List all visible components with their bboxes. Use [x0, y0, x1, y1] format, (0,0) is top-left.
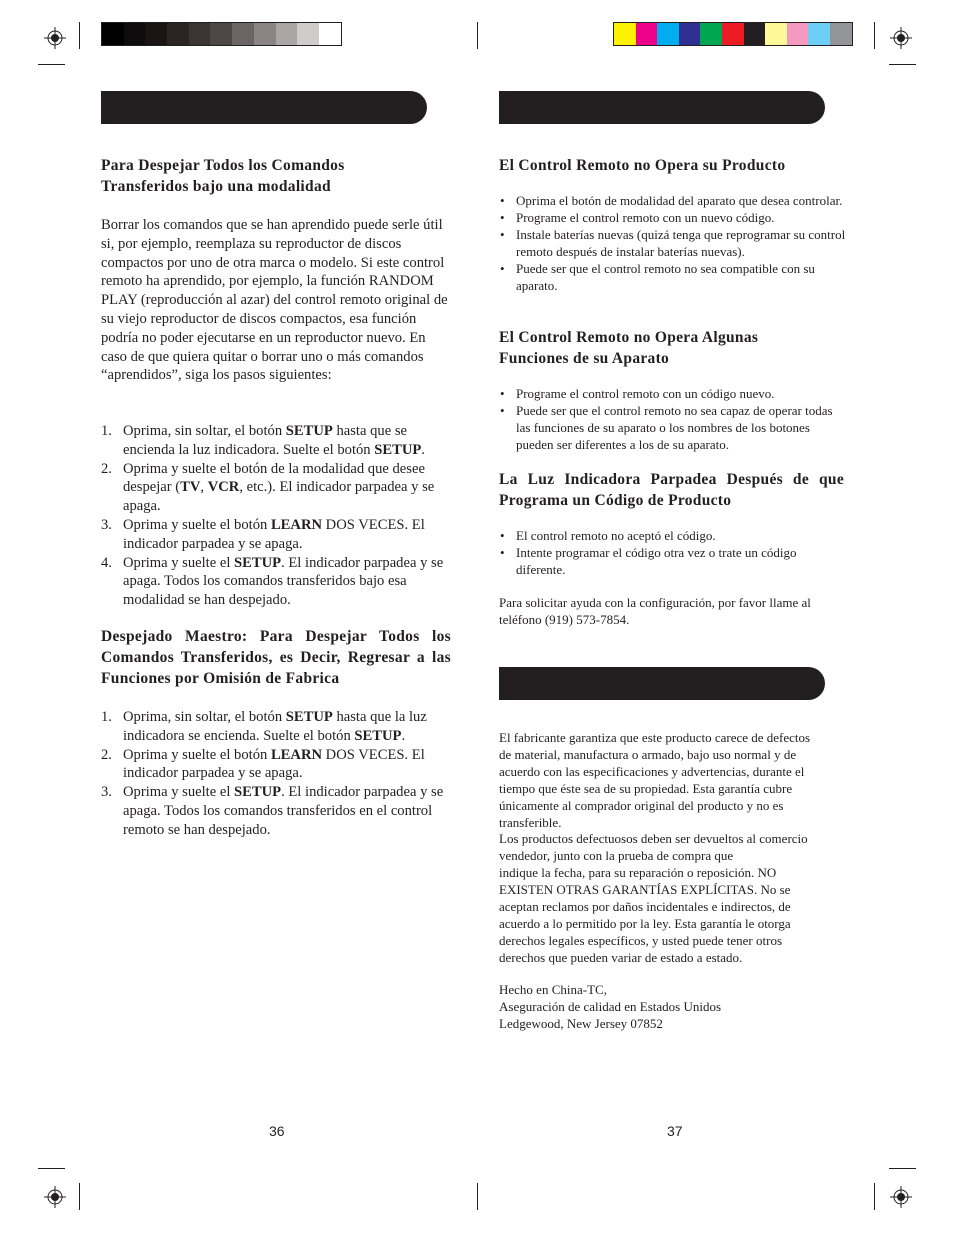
crop-mark — [874, 22, 875, 49]
color-swatch — [319, 23, 341, 45]
page-number-left: 36 — [269, 1123, 285, 1139]
warranty-line: derechos legales específicos, y usted puede tener otros — [499, 932, 783, 948]
crop-mark — [889, 1168, 916, 1169]
address-line: Ledgewood, New Jersey 07852 — [499, 1015, 663, 1031]
step-number: 2. — [101, 746, 112, 763]
step-number: 1. — [101, 423, 112, 439]
color-swatch — [167, 23, 189, 45]
button-name: SETUP — [234, 554, 282, 571]
registration-target-icon — [890, 1186, 912, 1208]
step-number: 2. — [101, 460, 112, 477]
warranty-line: tiempo que éste sea de su propiedad. Esta garantía cubre — [499, 780, 793, 796]
list-item: • Oprima el botón de modalidad del aparato que desea controlar. — [500, 193, 843, 208]
step-item — [101, 554, 453, 610]
color-swatch — [210, 23, 232, 45]
list-item: • El control remoto no aceptó el código. — [500, 528, 716, 543]
step-text: , — [200, 479, 208, 496]
button-name: VCR — [207, 479, 240, 496]
trouble-heading-indicator-blinks: La Luz Indicadora Parpadea Después de que Programa un Código de Producto — [499, 471, 844, 509]
list-item: • Puede ser que el control remoto no sea capaz de operar todas las funciones de su aparato o los nombres de los botones pueden ser diferentes a los de su aparato. — [500, 402, 833, 452]
color-swatch — [614, 23, 636, 45]
button-name: TV — [180, 479, 201, 496]
color-swatch — [787, 23, 809, 45]
button-name: LEARN — [270, 746, 323, 763]
master-clear-steps — [101, 708, 453, 840]
warranty-line: indique la fecha, para su reparación o reposición. NO — [499, 865, 777, 881]
section-heading-clear-mode: Para Despejar Todos los Comandos Transferidos bajo una modalidad — [101, 157, 345, 195]
step-number: 3. — [101, 516, 112, 533]
left-page-header-bar — [101, 91, 427, 124]
step-number: 1. — [101, 709, 112, 725]
trouble-list-no-operation — [499, 193, 847, 294]
color-swatch — [636, 23, 658, 45]
crop-mark — [79, 1183, 80, 1210]
registration-target-icon — [44, 1186, 66, 1208]
list-item: • Programe el control remoto con un código nuevo. — [500, 386, 775, 401]
step-text: hasta que la luz indicadora se encienda. Suelte el botón — [123, 709, 427, 744]
registration-target-icon — [890, 27, 912, 49]
button-name: LEARN — [270, 516, 323, 533]
color-swatch — [679, 23, 701, 45]
warranty-line: transferible. — [499, 814, 562, 830]
clear-mode-intro: Borrar los comandos que se han aprendido puede serle útil si, por ejemplo, reemplaza su reproductor de discos compactos por uno de otra marca o modelo. Si este control remoto ha aprendido, por ejemplo, la función RANDOM PLAY (reproducción al azar) del control remoto original de su viejo reproductor de discos compactos, esa función podría no poder ejecutarse en un reproductor nuevo. En caso de que quiera quitar o borrar uno o más comandos “aprendidos”, siga los pasos siguientes: — [101, 217, 448, 384]
warranty-header-bar — [499, 667, 825, 700]
registration-target-icon — [44, 27, 66, 49]
step-text: Oprima y suelte el botón — [123, 516, 271, 533]
color-swatch — [830, 23, 852, 45]
page-number-right: 37 — [667, 1123, 683, 1139]
color-swatch — [189, 23, 211, 45]
warranty-footer — [499, 982, 849, 1033]
step-item — [101, 460, 453, 516]
color-swatch — [102, 23, 124, 45]
trouble-list-indicator-blinks — [499, 528, 847, 579]
warranty-line: EXISTEN OTRAS GARANTÍAS EXPLÍCITAS. No se — [499, 882, 791, 898]
step-text: Oprima y suelte el botón — [123, 746, 271, 763]
step-text: DOS VECES. El indicador parpadea y se apaga. — [123, 516, 425, 552]
step-text: . — [401, 727, 406, 744]
color-swatch — [254, 23, 276, 45]
step-text: . — [421, 441, 425, 458]
button-name: SETUP — [285, 709, 333, 725]
color-swatch — [808, 23, 830, 45]
list-item: • Intente programar el código otra vez o trate un código diferente. — [500, 544, 797, 577]
list-item: • Puede ser que el control remoto no sea compatible con su aparato. — [500, 260, 815, 293]
step-text: . El indicador parpadea y se apaga. Todos los comandos transferidos en el control remoto se han despejado. — [123, 784, 444, 838]
step-item — [101, 422, 453, 460]
warranty-line: de material, manufactura o armado, bajo uso normal y de — [499, 746, 797, 762]
step-text: Oprima y suelte el botón de la modalidad que desee despejar ( — [123, 460, 425, 496]
color-swatch — [297, 23, 319, 45]
crop-mark — [874, 1183, 875, 1210]
crop-mark — [477, 1183, 478, 1210]
warranty-line: vendedor, junto con la prueba de compra que — [499, 848, 734, 864]
crop-mark — [79, 22, 80, 49]
color-swatch — [700, 23, 722, 45]
gray-calibration-strip — [101, 22, 342, 46]
list-item: • Instale baterías nuevas (quizá tenga que reprogramar su control remoto después de instalar baterías nuevas). — [500, 226, 846, 259]
clear-mode-steps — [101, 422, 453, 610]
color-swatch — [276, 23, 298, 45]
button-name: SETUP — [354, 727, 402, 744]
step-text: Oprima, sin soltar, el botón — [123, 709, 286, 725]
step-text: DOS VECES. El indicador parpadea y se apaga. — [123, 746, 425, 782]
warranty-line: Los productos defectuosos deben ser devueltos al comercio — [499, 831, 808, 847]
made-in-line: Hecho en China-TC, — [499, 982, 607, 997]
color-swatch — [145, 23, 167, 45]
step-text: , etc.). El indicador parpadea y se apaga. — [123, 479, 435, 515]
button-name: SETUP — [285, 423, 333, 439]
trouble-heading-no-operation: El Control Remoto no Opera su Producto — [499, 157, 786, 174]
crop-mark — [38, 64, 65, 65]
warranty-line: acuerdo a lo permitido por la ley. Esta garantía le otorga — [499, 915, 791, 931]
step-text: hasta que se encienda la luz indicadora. Suelte el botón — [123, 423, 407, 458]
step-text: . El indicador parpadea y se apaga. Todos los comandos transferidos bajo esa modalidad se han despejado. — [123, 554, 444, 609]
color-swatch — [232, 23, 254, 45]
color-swatch — [722, 23, 744, 45]
step-number: 3. — [101, 784, 112, 801]
step-item — [101, 516, 453, 554]
help-contact-text: Para solicitar ayuda con la configuración, por favor llame al teléfono (919) 573-7854. — [499, 595, 811, 627]
warranty-line: aceptan reclamos por daños incidentales e indirectos, de — [499, 899, 791, 915]
color-swatch — [744, 23, 766, 45]
trouble-heading-some-functions: El Control Remoto no Opera Algunas Funciones de su Aparato — [499, 329, 759, 367]
color-swatch — [765, 23, 787, 45]
warranty-line: derechos que pueden variar de estado a estado. — [499, 949, 743, 965]
button-name: SETUP — [234, 784, 282, 801]
warranty-text — [499, 730, 849, 967]
color-calibration-strip — [613, 22, 853, 46]
crop-mark — [477, 22, 478, 49]
crop-mark — [38, 1168, 65, 1169]
crop-mark — [889, 64, 916, 65]
step-text: Oprima y suelte el — [123, 784, 235, 801]
step-text: Oprima, sin soltar, el botón — [123, 423, 286, 439]
step-text: Oprima y suelte el — [123, 554, 235, 571]
step-item — [101, 783, 453, 839]
section-heading-master-clear: Despejado Maestro: Para Despejar Todos los Comandos Transferidos, es Decir, Regresar a las Funciones por Omisión de Fabrica — [101, 628, 451, 687]
quality-assurance-line: Aseguración de calidad en Estados Unidos — [499, 998, 722, 1014]
color-swatch — [124, 23, 146, 45]
trouble-list-some-functions — [499, 386, 847, 454]
right-page-header-bar — [499, 91, 825, 124]
warranty-line: únicamente al comprador original del producto y no es — [499, 797, 784, 813]
warranty-line: El fabricante garantiza que este producto carece de defectos — [499, 730, 811, 745]
button-name: SETUP — [374, 441, 422, 458]
color-swatch — [657, 23, 679, 45]
step-item — [101, 708, 453, 746]
list-item: • Programe el control remoto con un nuevo código. — [500, 209, 775, 225]
step-number: 4. — [101, 554, 112, 571]
warranty-line: acuerdo con las especificaciones y advertencias, durante el — [499, 763, 805, 779]
step-item — [101, 746, 453, 784]
